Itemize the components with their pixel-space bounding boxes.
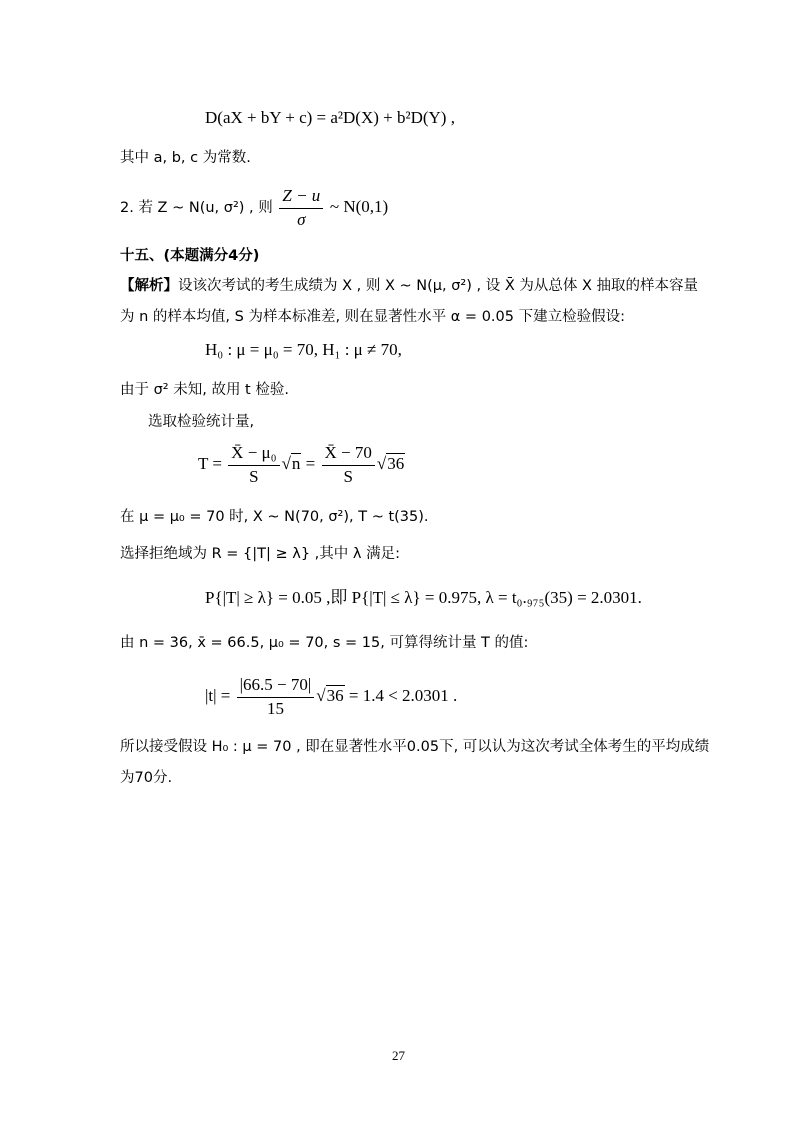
item-2-frac-den: σ	[297, 210, 306, 229]
stat-sqrt-2: 36	[387, 453, 405, 473]
t-rhs: = 1.4 < 2.0301 .	[348, 685, 458, 705]
choose-statistic: 选取检验统计量,	[148, 414, 255, 430]
stat-frac1-num: X̄ − μ₀	[228, 443, 279, 466]
t-fraction	[237, 675, 315, 719]
stat-frac1-den: S	[249, 467, 259, 486]
t-value-formula	[205, 675, 457, 719]
item-2-suffix: ~ N(0,1)	[329, 197, 389, 216]
hypothesis: H₀ : μ = μ₀ = 70, H₁ : μ ≠ 70,	[205, 340, 402, 359]
item-2-frac-num: Z − u	[279, 186, 323, 209]
item-2-fraction	[279, 186, 323, 230]
stat-eq: =	[305, 453, 316, 473]
stat-frac2-den: S	[343, 467, 353, 486]
null-distribution: 在 μ = μ₀ = 70 时, X ~ N(70, σ²), T ~ t(35).	[120, 509, 429, 525]
page-number: 27	[392, 1048, 405, 1063]
analysis-line-1	[120, 276, 698, 296]
analysis-line-2: 为 n 的样本均值, S 为样本标准差, 则在显著性水平 α = 0.05 下建立检验假设:	[120, 309, 625, 325]
lambda-equation: P{|T| ≥ λ} = 0.05 ,即 P{|T| ≤ λ} = 0.975, λ = t₀.₉₇₅(35) = 2.0301.	[205, 588, 642, 607]
variance-formula: D(aX + bY + c) = a²D(X) + b²D(Y) ,	[205, 108, 455, 127]
stat-lhs: T =	[198, 453, 222, 473]
stat-sqrt-1: n	[291, 453, 301, 473]
stat-frac2-num: X̄ − 70	[322, 443, 375, 466]
stat-fraction-2	[322, 443, 375, 487]
sigma-unknown: 由于 σ² 未知, 故用 t 检验.	[120, 382, 289, 398]
t-sqrt: 36	[326, 685, 344, 705]
sqrt-sign-2: √	[376, 453, 387, 473]
t-frac-den: 15	[266, 699, 284, 718]
given-values: 由 n = 36, x̄ = 66.5, μ₀ = 70, s = 15, 可算得统计量 T 的值:	[120, 635, 529, 651]
t-lhs: |t| =	[205, 685, 231, 705]
conclusion-line-2: 为70分.	[120, 770, 173, 786]
section-title: 十五、(本题满分4分)	[120, 248, 260, 264]
t-frac-num: |66.5 − 70|	[237, 675, 315, 698]
conclusion-line-1: 所以接受假设 H₀ : μ = 70 , 即在显著性水平0.05下, 可以认为这次考试全体考生的平均成绩	[120, 739, 710, 755]
stat-fraction-1	[228, 443, 279, 487]
analysis-tag: 【解析】	[120, 278, 178, 294]
sqrt-sign-3: √	[316, 685, 326, 705]
item-2	[120, 186, 388, 230]
statistic-formula	[198, 443, 405, 487]
constants-note: 其中 a, b, c 为常数.	[120, 150, 251, 166]
item-2-prefix: 2. 若 Z ~ N(u, σ²) , 则	[120, 200, 273, 216]
sqrt-sign-1: √	[281, 453, 291, 473]
analysis-text-1: 设该次考试的考生成绩为 X , 则 X ~ N(μ, σ²) , 设 X̄ 为从总体 X 抽取的样本容量	[178, 278, 699, 294]
reject-region: 选择拒绝域为 R = {|T| ≥ λ} ,其中 λ 满足:	[120, 546, 400, 562]
